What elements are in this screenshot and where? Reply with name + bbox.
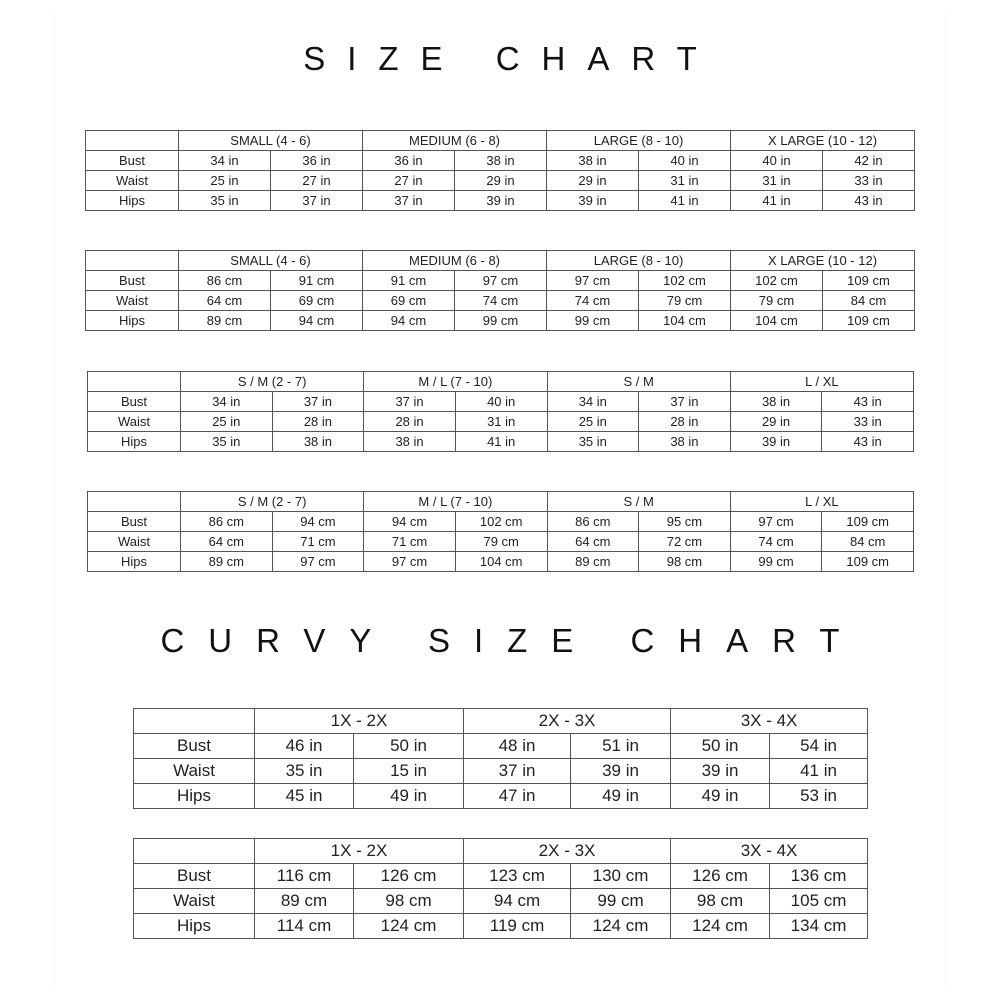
table-cell: 43 in: [822, 392, 914, 412]
table-cell: 28 in: [639, 412, 731, 432]
table-cell: 36 in: [363, 151, 455, 171]
size-header: MEDIUM (6 - 8): [363, 131, 547, 151]
size-header: S / M (2 - 7): [181, 492, 364, 512]
table-cell: 98 cm: [671, 889, 770, 914]
table-cell: 98 cm: [354, 889, 464, 914]
table-cell: 89 cm: [547, 552, 639, 572]
size-header: L / XL: [730, 492, 913, 512]
table-cell: 71 cm: [364, 532, 456, 552]
table-cell: 94 cm: [271, 311, 363, 331]
table-cell: 28 in: [364, 412, 456, 432]
table-cell: 89 cm: [181, 552, 273, 572]
table-cell: 104 cm: [455, 552, 547, 572]
table-cell: 89 cm: [255, 889, 354, 914]
curvy-size-table-inches: [133, 708, 868, 809]
row-label: Hips: [86, 311, 179, 331]
table-cell: 71 cm: [272, 532, 364, 552]
curvy-size-chart-title: CURVY SIZE CHART: [160, 622, 864, 659]
table-cell: 35 in: [179, 191, 271, 211]
table-cell: 28 in: [272, 412, 364, 432]
table-cell: 79 cm: [455, 532, 547, 552]
table-cell: 46 in: [255, 734, 354, 759]
table-corner-cell: [88, 372, 181, 392]
table-row: [88, 552, 914, 572]
size-header: L / XL: [730, 372, 913, 392]
table-cell: 104 cm: [639, 311, 731, 331]
table-cell: 49 in: [354, 784, 464, 809]
table-cell: 119 cm: [464, 914, 571, 939]
table-cell: 99 cm: [455, 311, 547, 331]
table-cell: 79 cm: [639, 291, 731, 311]
table-cell: 27 in: [363, 171, 455, 191]
table-cell: 97 cm: [455, 271, 547, 291]
size-header: SMALL (4 - 6): [179, 251, 363, 271]
table-cell: 34 in: [179, 151, 271, 171]
table-cell: 39 in: [671, 759, 770, 784]
size-chart-title: SIZE CHART: [303, 40, 719, 77]
table-cell: 97 cm: [364, 552, 456, 572]
table-cell: 34 in: [547, 392, 639, 412]
table-cell: 47 in: [464, 784, 571, 809]
table-cell: 95 cm: [639, 512, 731, 532]
curvy-size-table-cm: [133, 838, 868, 939]
table-cell: 31 in: [731, 171, 823, 191]
table-cell: 86 cm: [179, 271, 271, 291]
table-row: [134, 914, 868, 939]
table-cell: 86 cm: [181, 512, 273, 532]
table-cell: 104 cm: [731, 311, 823, 331]
table-row: [86, 271, 915, 291]
table-cell: 102 cm: [639, 271, 731, 291]
alt-size-table-cm: [87, 491, 914, 572]
table-cell: 102 cm: [731, 271, 823, 291]
size-header: M / L (7 - 10): [364, 492, 547, 512]
table-cell: 69 cm: [363, 291, 455, 311]
table-cell: 109 cm: [823, 311, 915, 331]
table-cell: 41 in: [455, 432, 547, 452]
row-label: Waist: [88, 532, 181, 552]
table-cell: 94 cm: [364, 512, 456, 532]
table-row: [86, 151, 915, 171]
size-header: SMALL (4 - 6): [179, 131, 363, 151]
table-row: [86, 191, 915, 211]
table-cell: 91 cm: [271, 271, 363, 291]
table-cell: 15 in: [354, 759, 464, 784]
table-cell: 38 in: [455, 151, 547, 171]
table-cell: 41 in: [731, 191, 823, 211]
table-cell: 48 in: [464, 734, 571, 759]
table-cell: 50 in: [354, 734, 464, 759]
table-cell: 109 cm: [822, 512, 914, 532]
row-label: Hips: [86, 191, 179, 211]
table-cell: 69 cm: [271, 291, 363, 311]
table-row: [134, 784, 868, 809]
row-label: Waist: [134, 759, 255, 784]
size-header: 3X - 4X: [671, 709, 868, 734]
table-cell: 74 cm: [730, 532, 822, 552]
table-header-row: [86, 131, 915, 151]
table-cell: 41 in: [639, 191, 731, 211]
size-header: X LARGE (10 - 12): [731, 131, 915, 151]
table-cell: 86 cm: [547, 512, 639, 532]
table-header-row: [134, 839, 868, 864]
table-corner-cell: [134, 709, 255, 734]
table-cell: 51 in: [571, 734, 671, 759]
table-cell: 64 cm: [181, 532, 273, 552]
table-row: [86, 291, 915, 311]
size-table-inches: [85, 130, 915, 211]
size-table-cm: [85, 250, 915, 331]
table-cell: 43 in: [822, 432, 914, 452]
table-cell: 25 in: [179, 171, 271, 191]
table-cell: 94 cm: [363, 311, 455, 331]
table-row: [88, 532, 914, 552]
table-cell: 29 in: [730, 412, 822, 432]
table-cell: 97 cm: [547, 271, 639, 291]
table-cell: 64 cm: [179, 291, 271, 311]
table-header-row: [88, 492, 914, 512]
table-row: [134, 734, 868, 759]
table-row: [88, 392, 914, 412]
table-cell: 40 in: [639, 151, 731, 171]
table-cell: 124 cm: [571, 914, 671, 939]
table-corner-cell: [86, 251, 179, 271]
table-cell: 43 in: [823, 191, 915, 211]
table-cell: 116 cm: [255, 864, 354, 889]
table-corner-cell: [86, 131, 179, 151]
table-cell: 114 cm: [255, 914, 354, 939]
size-header: MEDIUM (6 - 8): [363, 251, 547, 271]
table-cell: 64 cm: [547, 532, 639, 552]
size-header: 1X - 2X: [255, 839, 464, 864]
table-cell: 37 in: [271, 191, 363, 211]
table-cell: 45 in: [255, 784, 354, 809]
size-header: 1X - 2X: [255, 709, 464, 734]
table-header-row: [86, 251, 915, 271]
table-cell: 38 in: [272, 432, 364, 452]
table-cell: 89 cm: [179, 311, 271, 331]
table-cell: 74 cm: [455, 291, 547, 311]
size-header: 3X - 4X: [671, 839, 868, 864]
table-row: [134, 889, 868, 914]
table-cell: 134 cm: [770, 914, 868, 939]
size-header: LARGE (8 - 10): [547, 131, 731, 151]
table-cell: 99 cm: [571, 889, 671, 914]
table-row: [134, 759, 868, 784]
size-header: 2X - 3X: [464, 839, 671, 864]
row-label: Waist: [88, 412, 181, 432]
table-cell: 126 cm: [354, 864, 464, 889]
table-cell: 39 in: [571, 759, 671, 784]
table-cell: 94 cm: [272, 512, 364, 532]
table-cell: 126 cm: [671, 864, 770, 889]
table-cell: 38 in: [730, 392, 822, 412]
table-row: [134, 864, 868, 889]
row-label: Hips: [88, 432, 181, 452]
table-cell: 41 in: [770, 759, 868, 784]
table-cell: 29 in: [547, 171, 639, 191]
table-row: [86, 311, 915, 331]
table-cell: 40 in: [731, 151, 823, 171]
table-corner-cell: [134, 839, 255, 864]
row-label: Hips: [88, 552, 181, 572]
table-cell: 37 in: [363, 191, 455, 211]
table-cell: 136 cm: [770, 864, 868, 889]
table-cell: 39 in: [455, 191, 547, 211]
table-cell: 123 cm: [464, 864, 571, 889]
table-cell: 39 in: [547, 191, 639, 211]
table-cell: 27 in: [271, 171, 363, 191]
table-header-row: [88, 372, 914, 392]
row-label: Bust: [134, 864, 255, 889]
table-cell: 130 cm: [571, 864, 671, 889]
table-row: [86, 171, 915, 191]
table-row: [88, 432, 914, 452]
size-header: M / L (7 - 10): [364, 372, 547, 392]
table-cell: 33 in: [823, 171, 915, 191]
table-cell: 49 in: [571, 784, 671, 809]
table-cell: 42 in: [823, 151, 915, 171]
table-cell: 35 in: [547, 432, 639, 452]
table-cell: 25 in: [181, 412, 273, 432]
table-cell: 31 in: [639, 171, 731, 191]
table-header-row: [134, 709, 868, 734]
table-row: [88, 412, 914, 432]
row-label: Bust: [86, 151, 179, 171]
table-cell: 124 cm: [354, 914, 464, 939]
table-cell: 36 in: [271, 151, 363, 171]
table-cell: 53 in: [770, 784, 868, 809]
size-header: X LARGE (10 - 12): [731, 251, 915, 271]
table-cell: 31 in: [455, 412, 547, 432]
table-cell: 94 cm: [464, 889, 571, 914]
row-label: Bust: [86, 271, 179, 291]
size-header: 2X - 3X: [464, 709, 671, 734]
table-cell: 49 in: [671, 784, 770, 809]
table-cell: 33 in: [822, 412, 914, 432]
table-cell: 39 in: [730, 432, 822, 452]
table-cell: 124 cm: [671, 914, 770, 939]
table-cell: 37 in: [364, 392, 456, 412]
table-cell: 102 cm: [455, 512, 547, 532]
table-cell: 37 in: [272, 392, 364, 412]
table-cell: 84 cm: [822, 532, 914, 552]
row-label: Bust: [88, 392, 181, 412]
table-cell: 35 in: [255, 759, 354, 784]
size-header: LARGE (8 - 10): [547, 251, 731, 271]
table-cell: 25 in: [547, 412, 639, 432]
table-cell: 38 in: [639, 432, 731, 452]
row-label: Bust: [134, 734, 255, 759]
table-cell: 35 in: [181, 432, 273, 452]
row-label: Hips: [134, 914, 255, 939]
table-cell: 38 in: [364, 432, 456, 452]
size-header: S / M: [547, 372, 730, 392]
row-label: Waist: [86, 171, 179, 191]
alt-size-table-inches: [87, 371, 914, 452]
row-label: Bust: [88, 512, 181, 532]
table-cell: 37 in: [639, 392, 731, 412]
table-cell: 37 in: [464, 759, 571, 784]
table-cell: 38 in: [547, 151, 639, 171]
table-cell: 72 cm: [639, 532, 731, 552]
table-row: [88, 512, 914, 532]
table-cell: 97 cm: [272, 552, 364, 572]
table-corner-cell: [88, 492, 181, 512]
size-header: S / M: [547, 492, 730, 512]
table-cell: 99 cm: [730, 552, 822, 572]
table-cell: 54 in: [770, 734, 868, 759]
row-label: Waist: [86, 291, 179, 311]
size-header: S / M (2 - 7): [181, 372, 364, 392]
table-cell: 98 cm: [639, 552, 731, 572]
table-cell: 50 in: [671, 734, 770, 759]
table-cell: 109 cm: [823, 271, 915, 291]
table-cell: 29 in: [455, 171, 547, 191]
table-cell: 84 cm: [823, 291, 915, 311]
table-cell: 91 cm: [363, 271, 455, 291]
table-cell: 99 cm: [547, 311, 639, 331]
table-cell: 109 cm: [822, 552, 914, 572]
table-cell: 34 in: [181, 392, 273, 412]
table-cell: 105 cm: [770, 889, 868, 914]
row-label: Waist: [134, 889, 255, 914]
table-cell: 74 cm: [547, 291, 639, 311]
table-cell: 79 cm: [731, 291, 823, 311]
row-label: Hips: [134, 784, 255, 809]
table-cell: 97 cm: [730, 512, 822, 532]
table-cell: 40 in: [455, 392, 547, 412]
